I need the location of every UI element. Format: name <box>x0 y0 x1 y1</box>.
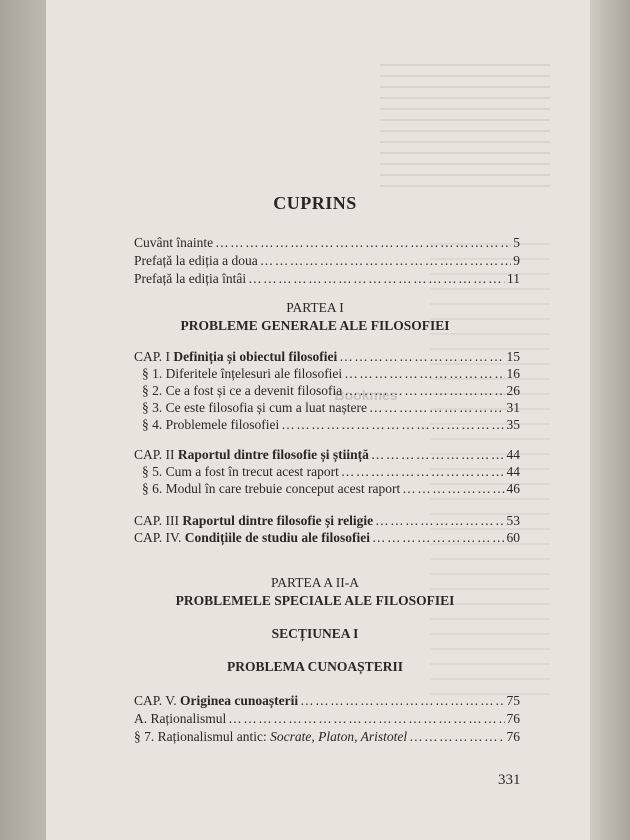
toc-entry: § 4. Problemele filosofiei …………………………………………………………………………………………… 35 <box>142 417 520 433</box>
part-heading: PARTEA I <box>286 300 344 315</box>
part-title: PROBLEMELE SPECIALE ALE FILOSOFIEI <box>175 593 455 608</box>
part-heading: PARTEA A II-A <box>271 575 359 590</box>
toc-chapter: CAP. I Definiția și obiectul filosofiei …………………………………………………………………………………………… 15 <box>134 349 520 365</box>
watermark-text: Bookmes <box>334 387 398 403</box>
toc-chapter: CAP. IV. Condițiile de studiu ale filosofiei …………………………………………………………………………………………… 60 <box>134 530 520 546</box>
toc-entry: § 7. Raționalismul antic: Socrate, Platon, Aristotel …………………………………………………………………………………………… 76 <box>134 729 520 745</box>
toc-chapter: CAP. V. Originea cunoașterii …………………………………………………………………………………………… 75 <box>134 693 520 709</box>
bleed-through-text <box>380 55 550 195</box>
toc-entry: Prefață la ediția întâi …………………………………………………………………………………………… 11 <box>134 271 520 287</box>
toc-entry: § 1. Diferitele înțelesuri ale filosofiei …………………………………………………………………………………………… 16 <box>142 366 520 382</box>
toc-entry: § 5. Cum a fost în trecut acest raport …………………………………………………………………………………………… 44 <box>142 464 520 480</box>
section-title: PROBLEMA CUNOAȘTERII <box>227 659 403 674</box>
toc-entry: § 2. Ce a fost și ce a devenit filosofia …………………………………………………………………………………………… 26 <box>142 383 520 399</box>
toc-entry: § 6. Modul în care trebuie conceput acest raport …………………………………………………………………………………………… 46 <box>142 481 520 497</box>
page-number: 331 <box>498 772 521 788</box>
toc-title: CUPRINS <box>273 193 357 213</box>
toc-entry: A. Raționalismul …………………………………………………………………………………………… 76 <box>134 711 520 727</box>
toc-chapter: CAP. III Raportul dintre filosofie și religie …………………………………………………………………………………………… 53 <box>134 513 520 529</box>
right-margin-shadow <box>590 0 630 840</box>
toc-entry: Cuvânt înainte …………………………………………………………………………………………… 5 <box>134 235 520 251</box>
section-heading: SECȚIUNEA I <box>271 626 359 641</box>
toc-entry: § 3. Ce este filosofia și cum a luat naștere …………………………………………………………………………………………… 31 <box>142 400 520 416</box>
left-margin-shadow <box>0 0 46 840</box>
toc-chapter: CAP. II Raportul dintre filosofie și știință …………………………………………………………………………………………… 44 <box>134 447 520 463</box>
watermark-logo <box>330 380 402 410</box>
part-title: PROBLEME GENERALE ALE FILOSOFIEI <box>180 318 450 333</box>
toc-entry: Prefață la ediția a doua …………………………………………………………………………………………… 9 <box>134 253 520 269</box>
